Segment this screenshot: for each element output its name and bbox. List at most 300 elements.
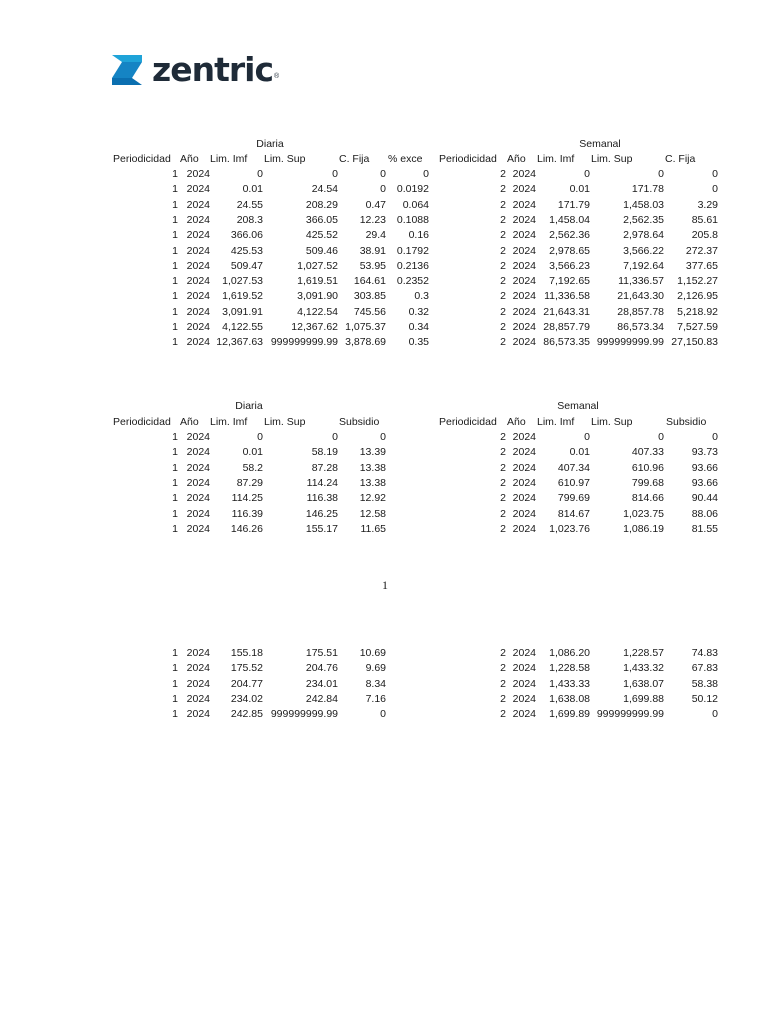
cell-lim-imf: 116.39: [231, 507, 263, 520]
cell-lim-imf: 4,122.55: [222, 321, 263, 333]
cell-periodicidad: 2: [500, 244, 506, 257]
cell-ano: 2024: [512, 677, 536, 690]
cell-lim-imf: 171.79: [557, 198, 590, 211]
cell-lim-imf: 0.01: [569, 183, 590, 196]
header-lim-sup: Lim. Sup: [591, 416, 633, 428]
cell-lim-sup: 3,091.90: [297, 290, 338, 303]
table2-diaria-title: Diaria: [235, 400, 263, 412]
cell-c-fija: 164.61: [353, 275, 386, 288]
cell-periodicidad: 1: [172, 492, 178, 505]
header-periodicidad: Periodicidad: [439, 416, 497, 428]
table-row: [0, 305, 768, 320]
cell-pct-exce: 0.064: [402, 198, 429, 211]
cell-pct-exce: 0.1088: [396, 213, 429, 226]
header-ano: Año: [180, 153, 199, 165]
cell-periodicidad: 1: [172, 213, 178, 226]
cell-lim-imf: 204.77: [230, 677, 263, 690]
cell-periodicidad: 2: [500, 708, 506, 721]
cell-lim-sup: 1,027.52: [297, 259, 338, 272]
header-subsidio: Subsidio: [666, 416, 707, 428]
cell-periodicidad: 2: [500, 431, 506, 443]
cell-periodicidad: 1: [172, 677, 178, 690]
cell-c-fija: 1,075.37: [345, 321, 386, 333]
cell-lim-imf: 1,619.52: [222, 290, 263, 303]
header-ano: Año: [507, 153, 526, 165]
cell-pct-exce: 0: [423, 168, 429, 180]
cell-periodicidad: 1: [172, 198, 178, 211]
cell-ano: 2024: [186, 431, 210, 443]
cell-lim-sup: 28,857.78: [617, 305, 664, 318]
cell-ano: 2024: [186, 305, 210, 318]
cell-ano: 2024: [186, 229, 210, 242]
cell-c-fija: 7,527.59: [677, 321, 718, 333]
cell-ano: 2024: [186, 275, 210, 288]
cell-ano: 2024: [512, 290, 536, 303]
table-row: [0, 182, 768, 197]
cell-lim-sup: 87.28: [311, 461, 338, 474]
cell-subsidio: 93.66: [691, 461, 718, 474]
cell-lim-sup: 0: [658, 168, 664, 180]
cell-lim-sup: 509.46: [305, 244, 338, 257]
cell-ano: 2024: [512, 213, 536, 226]
header-lim-sup: Lim. Sup: [591, 153, 633, 165]
cell-lim-sup: 1,638.07: [623, 677, 664, 690]
cell-lim-sup: 425.52: [305, 229, 338, 242]
cell-c-fija: 303.85: [353, 290, 386, 303]
cell-c-fija: 5,218.92: [677, 305, 718, 318]
cell-ano: 2024: [186, 198, 210, 211]
header-periodicidad: Periodicidad: [439, 153, 497, 165]
cell-periodicidad: 2: [500, 446, 506, 459]
cell-pct-exce: 0.0192: [396, 183, 429, 196]
header-lim-imf: Lim. Imf: [210, 416, 248, 428]
cell-periodicidad: 2: [500, 183, 506, 196]
cell-lim-imf: 2,562.36: [549, 229, 590, 242]
cell-subsidio: 12.92: [359, 492, 386, 505]
cell-c-fija: 0: [380, 168, 386, 180]
cell-lim-imf: 799.69: [557, 492, 590, 505]
cell-periodicidad: 1: [172, 305, 178, 318]
cell-lim-imf: 114.25: [231, 492, 263, 505]
cell-c-fija: 38.91: [359, 244, 386, 257]
cell-c-fija: 85.61: [691, 213, 718, 226]
cell-c-fija: 0: [712, 168, 718, 180]
cell-lim-sup: 1,086.19: [623, 522, 664, 535]
cell-lim-imf: 28,857.79: [543, 321, 590, 333]
cell-lim-sup: 58.19: [311, 446, 338, 459]
cell-periodicidad: 2: [500, 305, 506, 318]
cell-ano: 2024: [186, 492, 210, 505]
cell-lim-imf: 407.34: [557, 461, 590, 474]
cell-c-fija: 12.23: [359, 213, 386, 226]
cell-lim-imf: 0.01: [569, 446, 590, 459]
cell-subsidio: 10.69: [359, 647, 386, 659]
cell-lim-sup: 1,458.03: [623, 198, 664, 211]
cell-c-fija: 3.29: [697, 198, 718, 211]
cell-lim-sup: 146.25: [305, 507, 338, 520]
cell-subsidio: 0: [712, 431, 718, 443]
cell-ano: 2024: [186, 708, 210, 721]
cell-lim-imf: 0.01: [242, 183, 263, 196]
cell-lim-sup: 1,023.75: [623, 507, 664, 520]
table-row: [0, 707, 768, 722]
cell-c-fija: 272.37: [685, 244, 718, 257]
cell-periodicidad: 1: [172, 647, 178, 659]
cell-periodicidad: 1: [172, 692, 178, 705]
cell-ano: 2024: [186, 321, 210, 333]
cell-periodicidad: 2: [500, 476, 506, 489]
cell-periodicidad: 2: [500, 507, 506, 520]
cell-periodicidad: 2: [500, 692, 506, 705]
cell-lim-imf: 24.55: [236, 198, 263, 211]
table-row: [0, 228, 768, 243]
cell-subsidio: 9.69: [365, 662, 386, 675]
cell-lim-sup: 610.96: [631, 461, 664, 474]
cell-c-fija: 29.4: [365, 229, 386, 242]
cell-lim-sup: 2,978.64: [623, 229, 664, 242]
cell-ano: 2024: [512, 336, 536, 349]
cell-subsidio: 13.38: [359, 461, 386, 474]
cell-ano: 2024: [186, 446, 210, 459]
cell-ano: 2024: [512, 461, 536, 474]
table-row: [0, 677, 768, 692]
cell-ano: 2024: [512, 198, 536, 211]
cell-lim-imf: 155.18: [230, 647, 263, 659]
cell-ano: 2024: [512, 259, 536, 272]
zentric-logo: [110, 52, 279, 88]
table-row: [0, 259, 768, 274]
cell-subsidio: 0: [380, 431, 386, 443]
cell-subsidio: 81.55: [691, 522, 718, 535]
cell-c-fija: 0.47: [365, 198, 386, 211]
cell-lim-imf: 86,573.35: [543, 336, 590, 349]
cell-lim-sup: 86,573.34: [617, 321, 664, 333]
table-row: [0, 692, 768, 707]
cell-lim-sup: 171.78: [631, 183, 664, 196]
cell-lim-sup: 11,336.57: [618, 275, 664, 288]
cell-ano: 2024: [186, 507, 210, 520]
cell-ano: 2024: [186, 461, 210, 474]
cell-periodicidad: 1: [172, 522, 178, 535]
cell-c-fija: 0: [380, 183, 386, 196]
cell-ano: 2024: [512, 244, 536, 257]
cell-lim-imf: 146.26: [230, 522, 263, 535]
cell-periodicidad: 1: [172, 662, 178, 675]
header-periodicidad: Periodicidad: [113, 153, 171, 165]
cell-periodicidad: 1: [172, 259, 178, 272]
cell-ano: 2024: [186, 336, 210, 349]
cell-periodicidad: 2: [500, 522, 506, 535]
cell-lim-sup: 799.68: [631, 476, 664, 489]
cell-subsidio: 93.73: [691, 446, 718, 459]
cell-lim-imf: 0: [257, 431, 263, 443]
cell-c-fija: 3,878.69: [345, 336, 386, 349]
cell-subsidio: 0: [380, 708, 386, 721]
cell-subsidio: 13.38: [359, 476, 386, 489]
cell-periodicidad: 1: [172, 229, 178, 242]
table-row: [0, 320, 768, 335]
table-row: [0, 646, 768, 661]
cell-lim-sup: 814.66: [631, 492, 664, 505]
table-row: [0, 244, 768, 259]
cell-ano: 2024: [512, 647, 536, 659]
cell-lim-sup: 1,619.51: [297, 275, 338, 288]
cell-ano: 2024: [186, 677, 210, 690]
cell-lim-imf: 1,699.89: [549, 708, 590, 721]
cell-lim-sup: 12,367.62: [291, 321, 338, 333]
cell-lim-imf: 208.3: [236, 213, 263, 226]
cell-lim-sup: 999999999.99: [596, 336, 664, 349]
cell-lim-sup: 0: [332, 168, 338, 180]
cell-lim-sup: 204.76: [305, 662, 338, 675]
cell-c-fija: 27,150.83: [671, 336, 718, 349]
cell-subsidio: 12.58: [359, 507, 386, 520]
table1-semanal-headers: [0, 152, 768, 167]
cell-subsidio: 50.12: [691, 692, 718, 705]
table2-semanal-headers: [0, 415, 768, 430]
cell-lim-sup: 21,643.30: [617, 290, 664, 303]
cell-lim-sup: 999999999.99: [596, 708, 664, 721]
cell-periodicidad: 1: [172, 461, 178, 474]
cell-ano: 2024: [512, 507, 536, 520]
cell-pct-exce: 0.3: [414, 290, 429, 303]
cell-lim-sup: 0: [658, 431, 664, 443]
cell-subsidio: 93.66: [691, 476, 718, 489]
header-lim-sup: Lim. Sup: [264, 153, 306, 165]
cell-c-fija: 377.65: [685, 259, 718, 272]
cell-lim-imf: 0: [584, 431, 590, 443]
cell-ano: 2024: [186, 522, 210, 535]
table-row: [0, 213, 768, 228]
table-row: [0, 289, 768, 304]
cell-periodicidad: 2: [500, 259, 506, 272]
cell-lim-imf: 610.97: [557, 476, 590, 489]
cell-periodicidad: 2: [500, 647, 506, 659]
cell-periodicidad: 2: [500, 336, 506, 349]
zentric-logo-mark-icon: [110, 53, 144, 87]
header-c-fija: C. Fija: [665, 153, 696, 165]
cell-lim-imf: 1,228.58: [549, 662, 590, 675]
cell-lim-sup: 114.24: [306, 476, 338, 489]
cell-lim-sup: 234.01: [305, 677, 338, 690]
cell-subsidio: 67.83: [691, 662, 718, 675]
cell-lim-imf: 11,336.58: [544, 290, 590, 303]
cell-periodicidad: 1: [172, 275, 178, 288]
cell-periodicidad: 2: [500, 213, 506, 226]
cell-lim-imf: 1,433.33: [549, 677, 590, 690]
cell-periodicidad: 2: [500, 492, 506, 505]
table-row: [0, 198, 768, 213]
cell-periodicidad: 1: [172, 476, 178, 489]
cell-lim-imf: 21,643.31: [543, 305, 590, 318]
cell-lim-sup: 175.51: [305, 647, 338, 659]
cell-lim-imf: 242.85: [230, 708, 263, 721]
table-row: [0, 167, 768, 182]
cell-periodicidad: 1: [172, 446, 178, 459]
header-lim-imf: Lim. Imf: [210, 153, 248, 165]
cell-lim-imf: 1,086.20: [549, 647, 590, 659]
cell-ano: 2024: [512, 522, 536, 535]
cell-lim-imf: 0: [257, 168, 263, 180]
cell-pct-exce: 0.32: [408, 305, 429, 318]
cell-ano: 2024: [186, 244, 210, 257]
cell-subsidio: 11.65: [360, 522, 386, 535]
table-row: [0, 522, 768, 537]
header-c-fija: C. Fija: [339, 153, 370, 165]
cell-lim-sup: 2,562.35: [623, 213, 664, 226]
cell-pct-exce: 0.34: [408, 321, 429, 333]
header-pct-exce: % exce: [388, 153, 423, 165]
cell-lim-imf: 366.06: [230, 229, 263, 242]
cell-ano: 2024: [186, 647, 210, 659]
cell-ano: 2024: [186, 476, 210, 489]
cell-ano: 2024: [512, 692, 536, 705]
cell-ano: 2024: [512, 305, 536, 318]
header-lim-imf: Lim. Imf: [537, 153, 575, 165]
page-number: 1: [382, 578, 388, 592]
header-periodicidad: Periodicidad: [113, 416, 171, 428]
cell-periodicidad: 1: [172, 321, 178, 333]
cell-lim-sup: 999999999.99: [270, 708, 338, 721]
cell-ano: 2024: [512, 321, 536, 333]
cell-c-fija: 0: [712, 183, 718, 196]
cell-lim-imf: 58.2: [242, 461, 263, 474]
cell-pct-exce: 0.2136: [396, 259, 429, 272]
table-row: [0, 661, 768, 676]
table-row: [0, 430, 768, 445]
table-row: [0, 445, 768, 460]
header-subsidio: Subsidio: [339, 416, 380, 428]
table1-diaria-title: Diaria: [256, 138, 284, 150]
cell-subsidio: 74.83: [691, 647, 718, 659]
cell-periodicidad: 1: [172, 507, 178, 520]
cell-lim-imf: 1,023.76: [549, 522, 590, 535]
cell-periodicidad: 2: [500, 198, 506, 211]
cell-lim-imf: 814.67: [557, 507, 590, 520]
cell-periodicidad: 2: [500, 461, 506, 474]
cell-lim-imf: 425.53: [230, 244, 263, 257]
cell-ano: 2024: [186, 290, 210, 303]
cell-lim-sup: 1,433.32: [623, 662, 664, 675]
header-lim-sup: Lim. Sup: [264, 416, 306, 428]
cell-periodicidad: 1: [172, 183, 178, 196]
cell-ano: 2024: [512, 662, 536, 675]
cell-ano: 2024: [512, 183, 536, 196]
cell-periodicidad: 1: [172, 244, 178, 257]
cell-subsidio: 90.44: [691, 492, 718, 505]
cell-lim-imf: 1,027.53: [222, 275, 263, 288]
cell-ano: 2024: [512, 492, 536, 505]
table-row: [0, 491, 768, 506]
cell-c-fija: 745.56: [353, 305, 386, 318]
cell-c-fija: 205.8: [691, 229, 718, 242]
cell-lim-imf: 175.52: [230, 662, 263, 675]
cell-lim-imf: 234.02: [230, 692, 263, 705]
cell-subsidio: 13.39: [359, 446, 386, 459]
cell-ano: 2024: [512, 708, 536, 721]
cell-periodicidad: 2: [500, 662, 506, 675]
cell-lim-imf: 0.01: [242, 446, 263, 459]
cell-ano: 2024: [512, 476, 536, 489]
cell-c-fija: 2,126.95: [677, 290, 718, 303]
cell-lim-sup: 7,192.64: [623, 259, 664, 272]
cell-periodicidad: 2: [500, 290, 506, 303]
cell-ano: 2024: [186, 259, 210, 272]
cell-periodicidad: 2: [500, 229, 506, 242]
cell-pct-exce: 0.1792: [396, 244, 429, 257]
cell-lim-imf: 7,192.65: [549, 275, 590, 288]
cell-lim-sup: 116.38: [306, 492, 338, 505]
cell-subsidio: 7.16: [365, 692, 386, 705]
cell-c-fija: 1,152.27: [677, 275, 718, 288]
table-row: [0, 335, 768, 350]
cell-periodicidad: 1: [172, 290, 178, 303]
cell-c-fija: 53.95: [359, 259, 386, 272]
cell-ano: 2024: [186, 183, 210, 196]
header-lim-imf: Lim. Imf: [537, 416, 575, 428]
cell-ano: 2024: [186, 662, 210, 675]
cell-lim-imf: 2,978.65: [549, 244, 590, 257]
cell-lim-sup: 407.33: [631, 446, 664, 459]
logo-text: zentric: [152, 50, 274, 89]
cell-lim-sup: 1,699.88: [623, 692, 664, 705]
header-ano: Año: [180, 416, 199, 428]
cell-lim-imf: 3,566.23: [549, 259, 590, 272]
cell-lim-sup: 24.54: [311, 183, 338, 196]
cell-subsidio: 58.38: [691, 677, 718, 690]
cell-pct-exce: 0.2352: [396, 275, 429, 288]
cell-lim-imf: 1,638.08: [549, 692, 590, 705]
cell-periodicidad: 2: [500, 168, 506, 180]
cell-subsidio: 0: [712, 708, 718, 721]
cell-lim-imf: 3,091.91: [222, 305, 263, 318]
cell-periodicidad: 1: [172, 708, 178, 721]
cell-ano: 2024: [512, 431, 536, 443]
cell-periodicidad: 2: [500, 275, 506, 288]
cell-ano: 2024: [512, 446, 536, 459]
registered-mark: ®: [274, 72, 280, 80]
header-ano: Año: [507, 416, 526, 428]
cell-lim-sup: 155.17: [305, 522, 338, 535]
table-row: [0, 476, 768, 491]
table1-semanal-title: Semanal: [579, 138, 621, 150]
cell-lim-imf: 0: [584, 168, 590, 180]
cell-lim-imf: 509.47: [230, 259, 263, 272]
cell-lim-sup: 366.05: [305, 213, 338, 226]
cell-lim-imf: 87.29: [236, 476, 263, 489]
cell-ano: 2024: [512, 275, 536, 288]
cell-ano: 2024: [512, 168, 536, 180]
cell-periodicidad: 2: [500, 677, 506, 690]
cell-pct-exce: 0.35: [408, 336, 429, 349]
cell-lim-imf: 1,458.04: [549, 213, 590, 226]
table2-semanal-title: Semanal: [557, 400, 599, 412]
cell-pct-exce: 0.16: [408, 229, 429, 242]
cell-ano: 2024: [512, 229, 536, 242]
cell-lim-sup: 208.29: [305, 198, 338, 211]
cell-ano: 2024: [186, 168, 210, 180]
cell-lim-sup: 1,228.57: [623, 647, 664, 659]
cell-ano: 2024: [186, 692, 210, 705]
cell-ano: 2024: [186, 213, 210, 226]
table-row: [0, 274, 768, 289]
cell-subsidio: 8.34: [365, 677, 386, 690]
cell-subsidio: 88.06: [691, 507, 718, 520]
cell-periodicidad: 1: [172, 431, 178, 443]
cell-periodicidad: 1: [172, 336, 178, 349]
cell-lim-sup: 3,566.22: [623, 244, 664, 257]
table-row: [0, 507, 768, 522]
